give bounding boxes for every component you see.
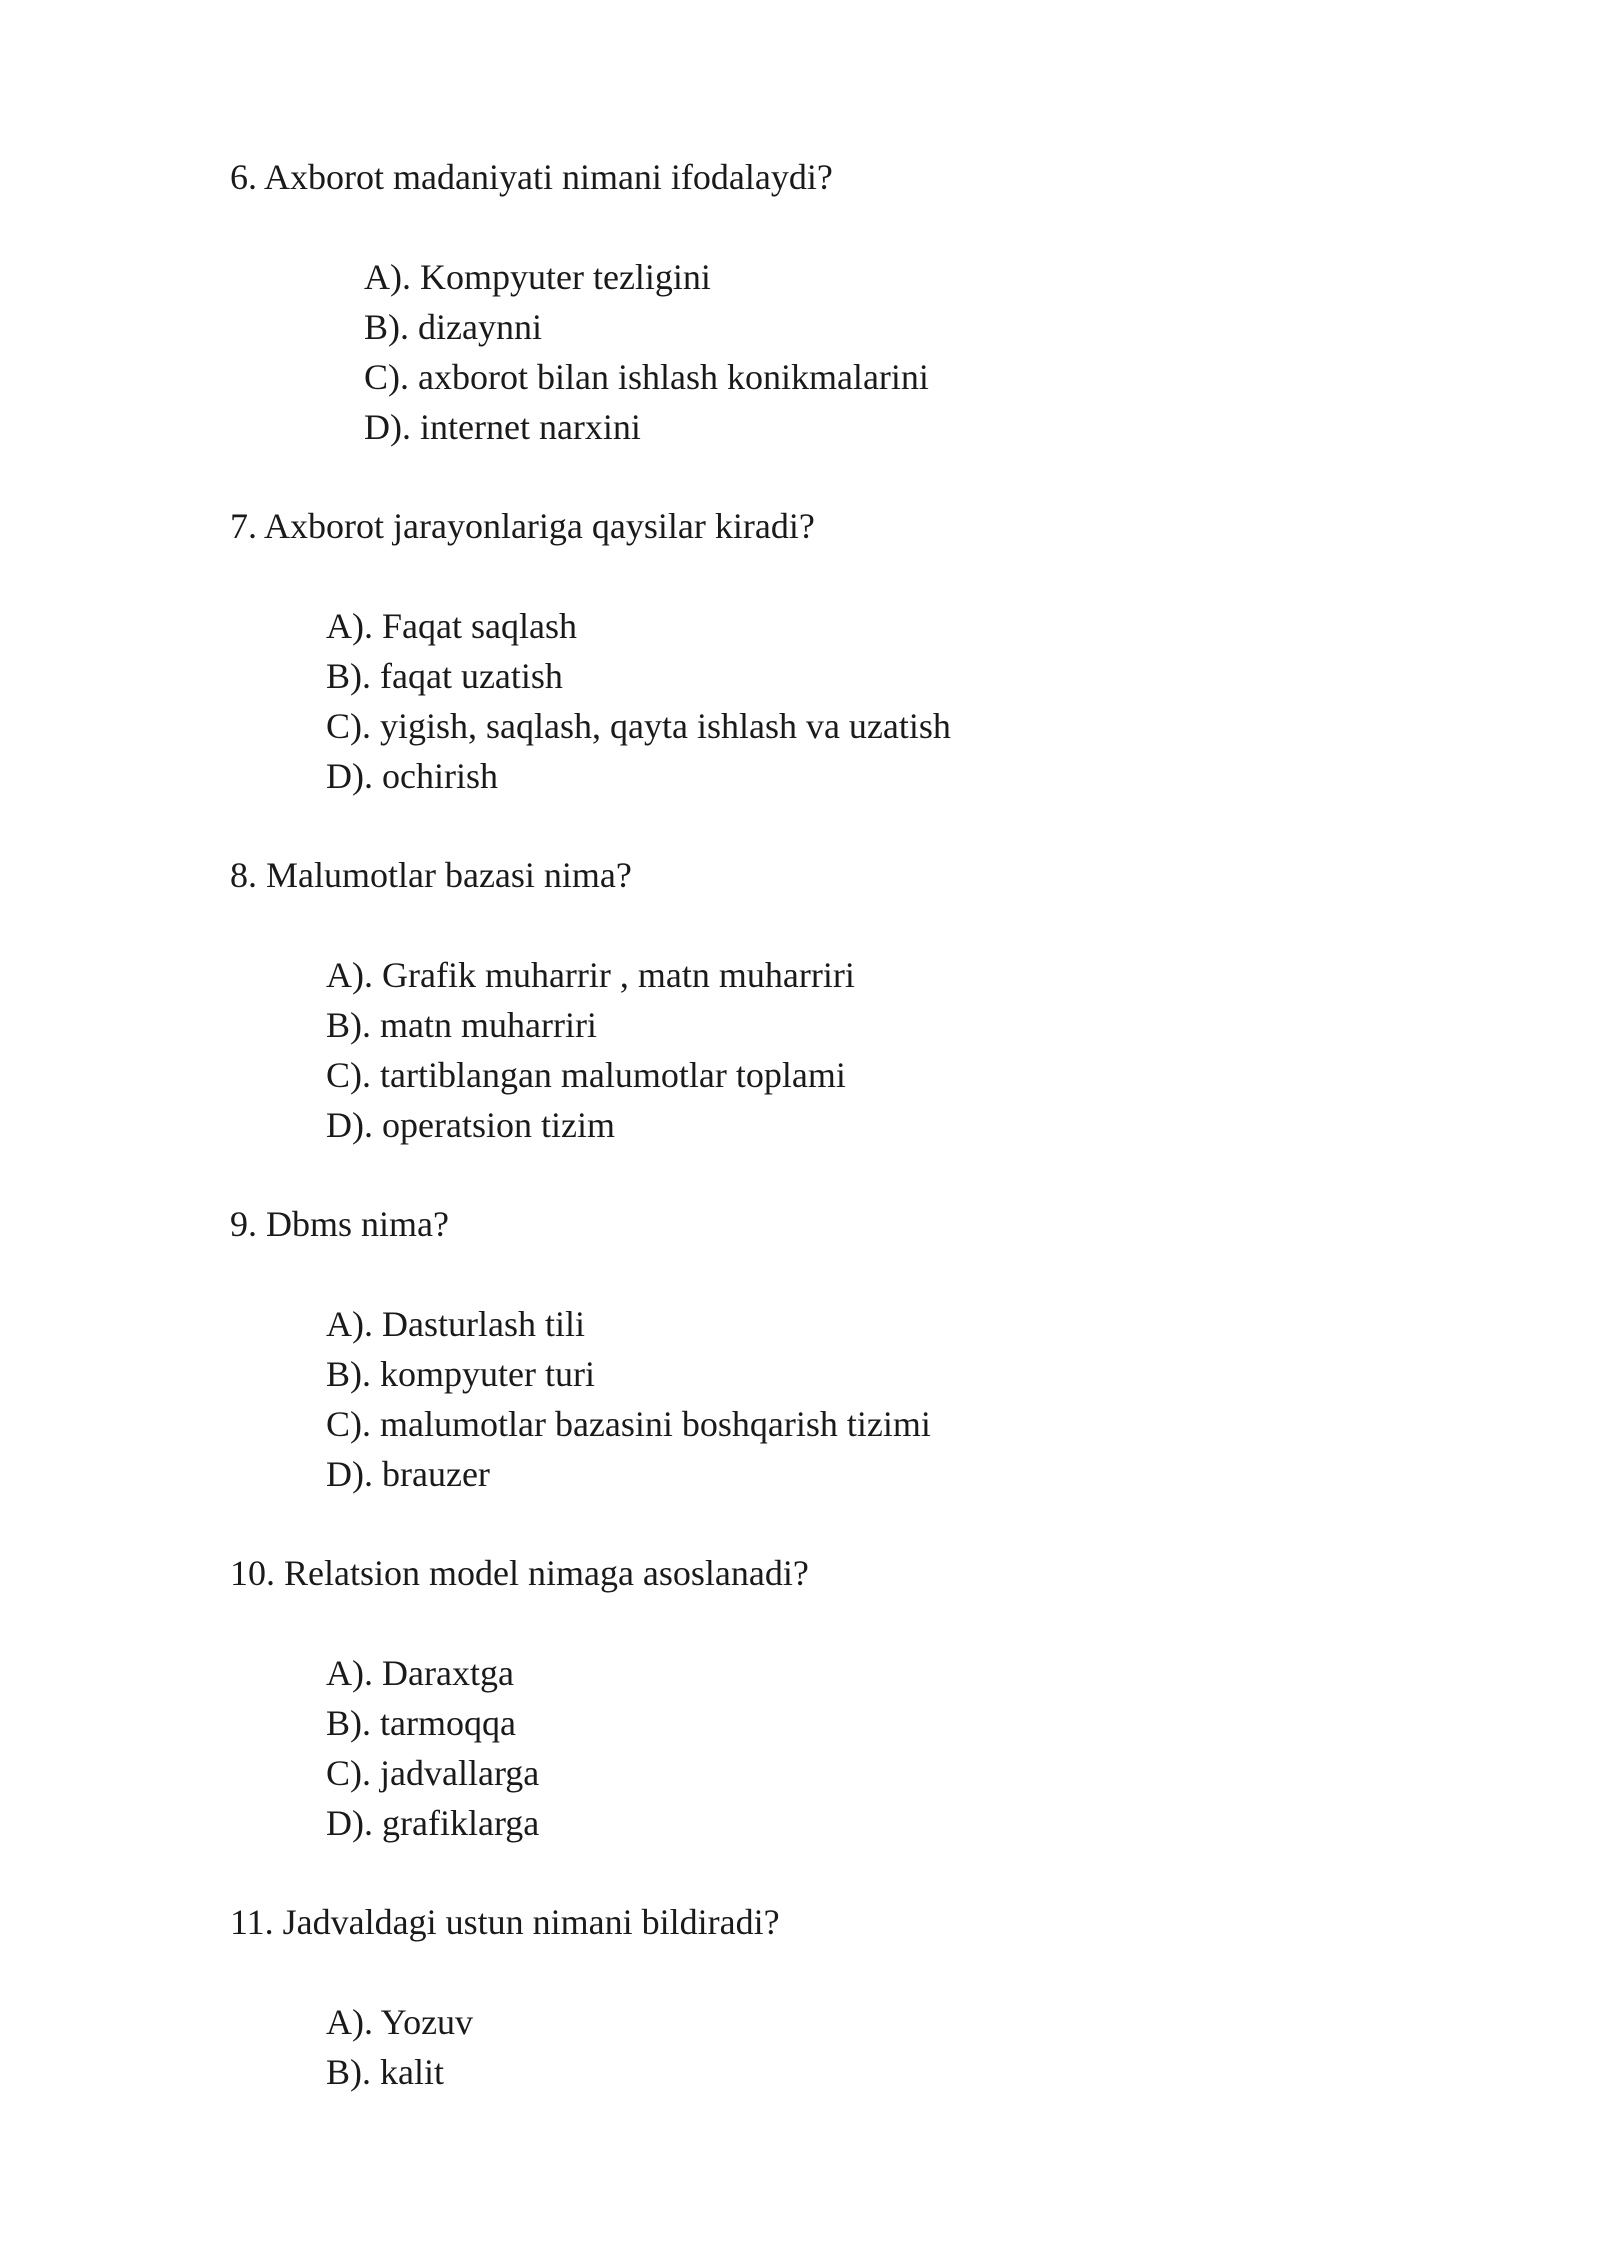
options-list-11	[326, 1997, 473, 2097]
option-a: A). Dasturlash tili	[326, 1304, 585, 1344]
option-c: C). axborot bilan ishlash konikmalarini	[364, 357, 929, 397]
option-a: A). Kompyuter tezligini	[364, 257, 711, 297]
question-11: 11. Jadvaldagi ustun nimani bildiradi?	[230, 1902, 780, 1942]
option-a: A). Faqat saqlash	[326, 606, 577, 646]
option-b: B). matn muharriri	[326, 1005, 597, 1045]
option-a: A). Grafik muharrir , matn muharriri	[326, 955, 855, 995]
option-d: D). internet narxini	[364, 407, 641, 447]
option-c: C). yigish, saqlash, qayta ishlash va uzatish	[326, 706, 951, 746]
options-list-7	[326, 601, 951, 801]
option-c: C). jadvallarga	[326, 1753, 540, 1793]
options-list-10	[326, 1648, 539, 1848]
question-10: 10. Relatsion model nimaga asoslanadi?	[230, 1553, 809, 1593]
option-d: D). grafiklarga	[326, 1803, 540, 1843]
question-9: 9. Dbms nima?	[230, 1204, 449, 1244]
question-8: 8. Malumotlar bazasi nima?	[230, 855, 632, 895]
option-d: D). operatsion tizim	[326, 1105, 615, 1145]
option-a: A). Daraxtga	[326, 1653, 514, 1693]
question-6: 6. Axborot madaniyati nimani ifodalaydi?	[230, 157, 833, 197]
option-b: B). kompyuter turi	[326, 1354, 595, 1394]
option-b: B). tarmoqqa	[326, 1703, 516, 1743]
option-c: C). tartiblangan malumotlar toplami	[326, 1055, 846, 1095]
options-list-8	[326, 950, 855, 1150]
option-a: A). Yozuv	[326, 2002, 474, 2042]
option-b: B). kalit	[326, 2052, 444, 2092]
option-b: B). dizaynni	[364, 307, 542, 347]
option-d: D). ochirish	[326, 756, 498, 796]
options-list-6	[364, 252, 929, 452]
options-list-9	[326, 1299, 931, 1499]
option-c: C). malumotlar bazasini boshqarish tizimi	[326, 1404, 931, 1444]
option-d: D). brauzer	[326, 1454, 490, 1494]
option-b: B). faqat uzatish	[326, 656, 563, 696]
question-7: 7. Axborot jarayonlariga qaysilar kiradi?	[230, 506, 815, 546]
